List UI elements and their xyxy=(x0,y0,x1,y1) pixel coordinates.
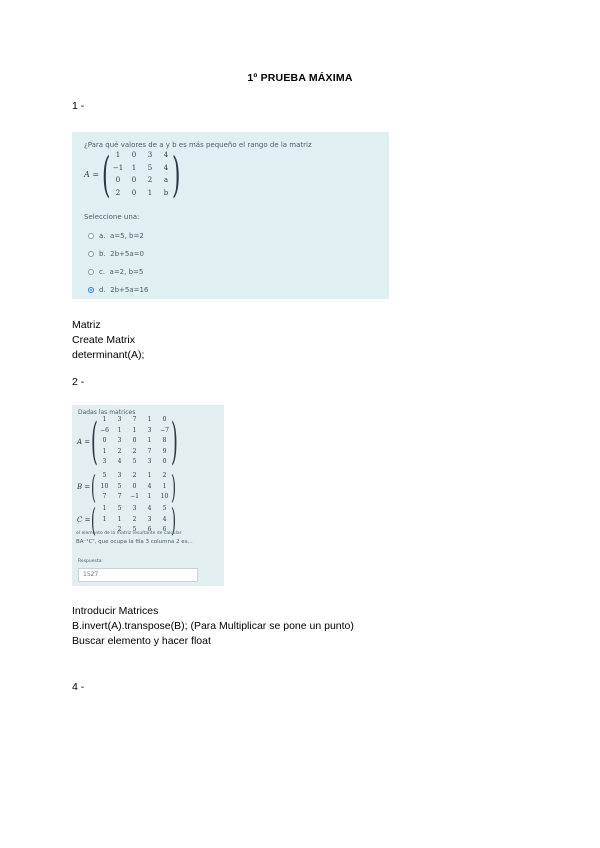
matrix-cell: 0 xyxy=(102,437,107,444)
option-c[interactable] xyxy=(88,268,143,276)
section-number-1: 1 - xyxy=(72,100,85,112)
matrix-cell: 1 xyxy=(131,163,137,172)
matrix-cell: 5 xyxy=(117,505,122,512)
question-1-card xyxy=(72,132,389,299)
matrix-c-right-paren: ) xyxy=(171,501,176,539)
matrix-cell: 3 xyxy=(132,505,137,512)
matrix-cell: 2 xyxy=(132,447,137,455)
matrix-cell: −1 xyxy=(112,163,124,172)
matrix-cell: a xyxy=(163,176,169,184)
matrix-cell: 2 xyxy=(162,472,167,479)
matrix-cell: 1 xyxy=(162,482,167,490)
matrix-right-paren: ) xyxy=(172,147,181,203)
matrix-left-paren: ( xyxy=(102,147,111,203)
option-c-text: a=2, b=5 xyxy=(109,268,144,276)
matrix-a2-grid xyxy=(97,416,172,469)
matrix-cell: 4 xyxy=(147,505,152,512)
matrix-cell: 2 xyxy=(147,176,153,184)
question-2-intro: Dadas las matrices xyxy=(78,409,136,416)
matrix-cell: 3 xyxy=(147,458,152,465)
matrix-cell: 0 xyxy=(131,176,137,184)
option-d[interactable] xyxy=(88,286,148,294)
select-label: Seleccione una: xyxy=(84,213,140,221)
matrix-cell: 0 xyxy=(131,151,137,159)
matrix-cell: 7 xyxy=(117,493,122,500)
matrix-cell: 1 xyxy=(102,515,107,523)
matrix-cell: 5 xyxy=(132,458,137,465)
page-title: 1º PRUEBA MÁXIMA xyxy=(247,72,353,84)
matrix-cell: 2 xyxy=(132,472,137,479)
matrix-cell: 4 xyxy=(147,482,152,490)
matrix-cell: −1 xyxy=(130,493,139,500)
matrix-cell: 3 xyxy=(147,426,152,434)
matrix-cell: −7 xyxy=(160,426,169,434)
matrix-cell: −6 xyxy=(100,426,109,434)
radio-option-c[interactable] xyxy=(88,269,94,275)
matrix-cell: 3 xyxy=(147,151,153,159)
matrix-cell: 3 xyxy=(147,515,152,523)
matrix-a-grid xyxy=(110,151,174,201)
matrix-cell: 1 xyxy=(147,493,152,500)
response-label: Respuesta: xyxy=(78,559,103,564)
matrix-cell: 1 xyxy=(102,416,107,423)
option-c-letter: c. xyxy=(99,268,106,276)
matrix-cell: 1 xyxy=(147,472,152,479)
matrix-cell: 5 xyxy=(132,526,137,533)
question-1-notes xyxy=(72,318,144,364)
matrix-cell: 2 xyxy=(115,188,121,197)
question-2-expression: BA⁻¹Cᵀ, que ocupa la fila 3 columna 2 es... xyxy=(76,539,193,545)
matrix-cell: 0 xyxy=(115,176,121,184)
matrix-c-label: C = xyxy=(77,516,91,524)
matrix-b-grid xyxy=(97,472,172,504)
option-b-text: 2b+5a=0 xyxy=(110,250,144,258)
matrix-cell: 1 xyxy=(102,505,107,512)
matrix-cell: 2 xyxy=(132,515,137,523)
matrix-a2-left-paren: ( xyxy=(91,412,98,470)
option-a-letter: a. xyxy=(99,232,106,240)
matrix-cell: 4 xyxy=(163,163,169,172)
matrix-b-right-paren: ) xyxy=(171,468,176,506)
matrix-cell: 5 xyxy=(147,163,153,172)
section-number-4: 4 - xyxy=(72,681,85,693)
matrix-cell: 3 xyxy=(117,416,122,423)
matrix-cell: 5 xyxy=(117,482,122,490)
matrix-cell: 4 xyxy=(163,151,169,159)
matrix-a xyxy=(84,147,204,204)
matrix-cell: 6 xyxy=(162,526,167,533)
note-line: Matriz xyxy=(72,319,101,331)
radio-option-b[interactable] xyxy=(88,251,94,257)
matrix-cell: 6 xyxy=(147,526,152,533)
matrix-cell: 7 xyxy=(132,416,137,423)
question-2-footnote: el elemento de la matriz resultante de calcular xyxy=(76,531,182,536)
matrix-cell: 3 xyxy=(102,458,107,465)
matrix-cell: 1 xyxy=(132,426,137,434)
question-2-notes xyxy=(72,604,354,650)
matrix-a2-right-paren: ) xyxy=(171,412,178,470)
note-line: determinant(A); xyxy=(72,349,145,362)
matrix-cell: 5 xyxy=(102,472,107,479)
matrix-cell: 3 xyxy=(117,437,122,444)
matrix-a-label: A = xyxy=(84,170,100,179)
matrix-cell: b xyxy=(163,188,169,197)
matrix-cell: 3 xyxy=(117,472,122,479)
matrix-cell: 0 xyxy=(132,437,137,444)
matrix-cell: 7 xyxy=(102,493,107,500)
matrix-cell: 7 xyxy=(147,447,152,455)
matrix-cell: 1 xyxy=(115,151,121,159)
note-line: B.invert(A).transpose(B); (Para Multiplicar se pone un punto) xyxy=(72,620,354,633)
option-d-letter: d. xyxy=(99,286,106,294)
matrix-c-left-paren: ( xyxy=(91,501,96,539)
option-d-text: 2b+5a=16 xyxy=(110,286,149,294)
matrix-cell: 9 xyxy=(162,447,167,455)
radio-option-a[interactable] xyxy=(88,233,94,239)
matrix-cell: 1 xyxy=(147,188,153,197)
matrix-cell: 2 xyxy=(117,447,122,455)
matrix-cell: 1 xyxy=(117,426,122,434)
note-line: Create Matrix xyxy=(72,334,136,347)
question-2-card xyxy=(72,405,224,586)
option-a-text: a=5, b=2 xyxy=(109,232,144,240)
matrix-cell: 0 xyxy=(162,416,167,423)
matrix-cell: 1 xyxy=(102,447,107,455)
matrix-b xyxy=(77,468,217,506)
matrix-a2-label: A = xyxy=(77,438,91,446)
matrix-b-left-paren: ( xyxy=(91,468,96,506)
matrix-cell: 1 xyxy=(147,416,152,423)
matrix-cell: 2 xyxy=(117,526,122,533)
question-1-text: ¿Para qué valores de a y b es más pequeño el rango de la matriz xyxy=(84,141,312,149)
matrix-b-label: B = xyxy=(77,483,91,491)
answer-input[interactable]: 1527 xyxy=(78,568,198,582)
matrix-cell: 10 xyxy=(100,482,109,490)
option-b-letter: b. xyxy=(99,250,106,258)
matrix-cell: 8 xyxy=(162,437,167,444)
radio-option-d-selected[interactable] xyxy=(88,287,94,293)
matrix-cell: 0 xyxy=(132,482,137,490)
note-line: Introducir Matrices xyxy=(72,605,159,617)
matrix-cell: 0 xyxy=(162,458,167,465)
option-a[interactable] xyxy=(88,232,144,240)
matrix-cell: 4 xyxy=(117,458,122,465)
matrix-cell: 5 xyxy=(162,505,167,512)
note-line: Buscar elemento y hacer float xyxy=(72,635,211,648)
section-number-2: 2 - xyxy=(72,376,85,388)
matrix-cell: 10 xyxy=(160,493,169,500)
matrix-cell: 1 xyxy=(147,437,152,444)
matrix-cell: 1 xyxy=(117,515,122,523)
matrix-cell: 4 xyxy=(162,515,167,523)
option-b[interactable] xyxy=(88,250,144,258)
matrix-cell: 0 xyxy=(131,188,137,197)
